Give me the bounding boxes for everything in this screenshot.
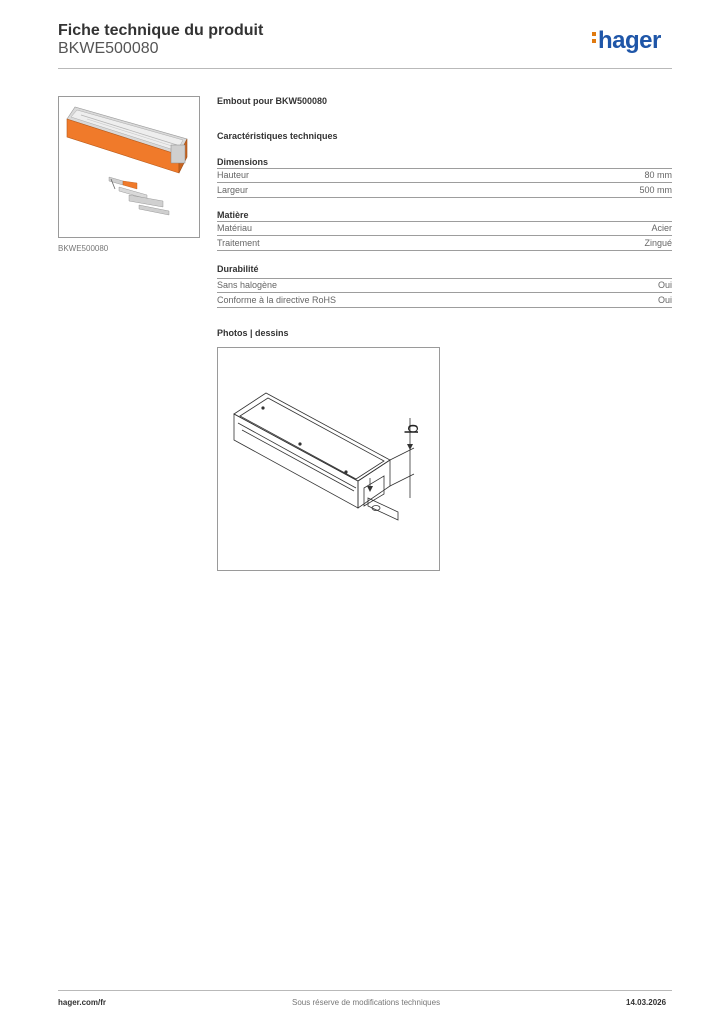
spec-value: Oui — [657, 280, 672, 290]
technical-drawing-svg — [218, 348, 439, 570]
spec-row-rohs — [217, 293, 672, 308]
product-illustration — [59, 97, 199, 237]
spec-value: 80 mm — [644, 170, 672, 180]
spec-value: Acier — [651, 223, 672, 233]
product-title: Embout pour BKW500080 — [217, 96, 328, 106]
page-title: Fiche technique du produit — [58, 22, 264, 39]
footer-divider — [58, 990, 672, 991]
photos-heading: Photos | dessins — [217, 328, 289, 338]
spec-label: Conforme à la directive RoHS — [217, 295, 337, 305]
footer-website-link[interactable]: hager.com/fr — [58, 998, 107, 1007]
spec-label: Traitement — [217, 238, 260, 248]
hager-logo[interactable] — [592, 27, 661, 55]
spec-label: Sans halogène — [217, 280, 278, 290]
dimension-label-b: b — [402, 423, 422, 434]
spec-value: Zingué — [644, 238, 672, 248]
spec-label: Largeur — [217, 185, 249, 195]
footer-notice: Sous réserve de modifications techniques — [292, 998, 441, 1007]
spec-value: Oui — [657, 295, 672, 305]
logo-text: hager — [598, 27, 661, 54]
footer-date: 14.03.2026 — [626, 998, 667, 1007]
spec-row-hauteur — [217, 168, 672, 183]
spec-row-traitement — [217, 236, 672, 251]
group-heading-durabilite: Durabilité — [217, 264, 259, 274]
product-image — [58, 96, 200, 238]
spec-row-materiau — [217, 221, 672, 236]
header-divider — [58, 68, 672, 69]
group-heading-matiere: Matière — [217, 210, 249, 220]
product-code: BKWE500080 — [58, 40, 159, 57]
section-heading: Caractéristiques techniques — [217, 131, 338, 141]
spec-label: Matériau — [217, 223, 253, 233]
logo-dots-icon — [592, 29, 597, 46]
spec-value: 500 mm — [639, 185, 672, 195]
spec-row-largeur — [217, 183, 672, 198]
technical-drawing — [217, 347, 440, 571]
spec-label: Hauteur — [217, 170, 250, 180]
product-image-caption: BKWE500080 — [58, 244, 109, 253]
spec-row-sans-halogene — [217, 278, 672, 293]
group-heading-dimensions: Dimensions — [217, 157, 269, 167]
